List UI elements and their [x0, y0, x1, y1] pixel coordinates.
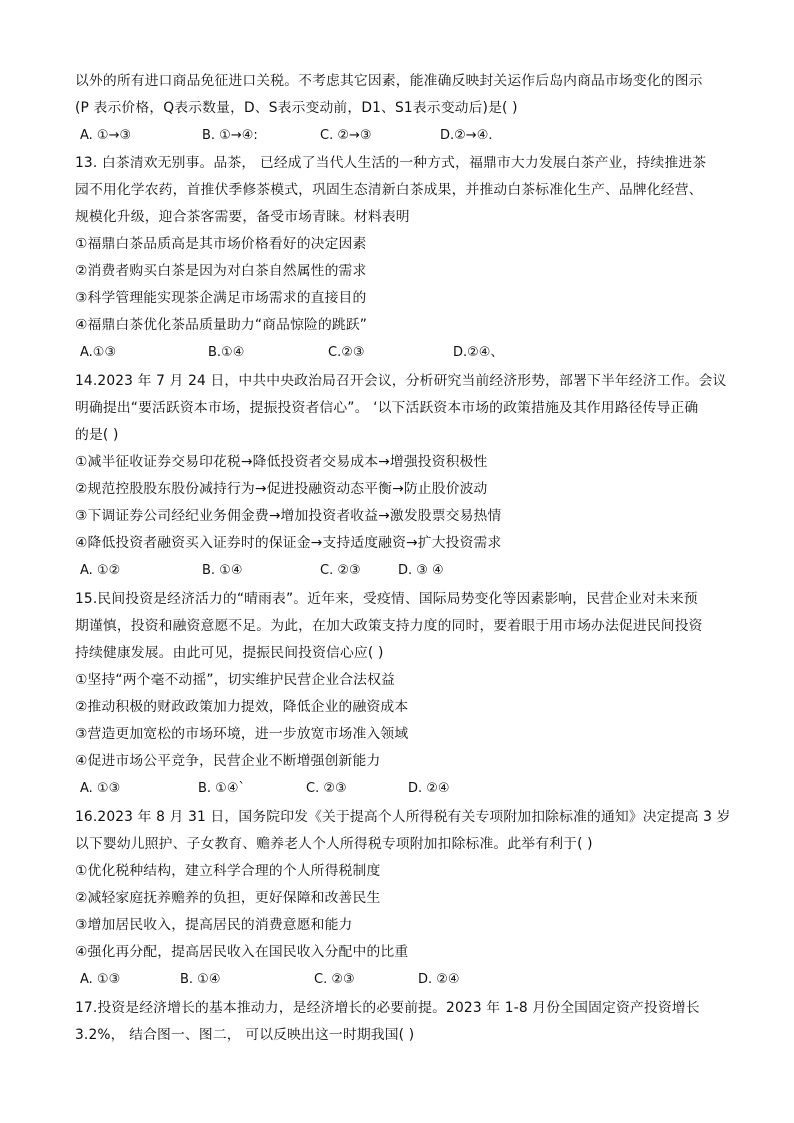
q16-option-d: D. ②④	[418, 972, 460, 987]
q14-stem-line-2: 明确提出“要活跃资本市场，提振投资者信心”。 ‘以下活跃资本市场的政策措施及其作用路径传导正确	[75, 400, 699, 416]
q13-stem-line-3: 规模化升级，迎合茶客需要，备受市场青睐。材料表明	[75, 209, 410, 225]
q12-options	[80, 126, 740, 146]
q13-option-c: C.②③	[328, 345, 365, 360]
q15-stem-line-2: 期谨慎，投资和融资意愿不足。为此，在加大政策支持力度的同时，要着眼于用市场办法促进民间投资	[75, 618, 703, 634]
q13-item-4: ④福鼎白茶优化茶品质量助力“商品惊险的跳跃”	[75, 317, 368, 333]
q14-item-4: ④降低投资者融资买入证券时的保证金→支持适度融资→扩大投资需求	[75, 535, 502, 551]
q12-option-a: A. ①→③	[80, 128, 132, 143]
q16-stem-line-2: 以下婴幼儿照护、子女教育、赡养老人个人所得税专项附加扣除标准。此举有利于( )	[75, 836, 593, 852]
q16-item-4: ④强化再分配，提高居民收入在国民收入分配中的比重	[75, 944, 409, 960]
q13-option-d: D.②④、	[453, 345, 504, 360]
q14-item-1: ①减半征收证券交易印花税→降低投资者交易成本→增强投资积极性	[75, 454, 488, 470]
q12-stem-line-1: 以外的所有进口商品免征进口关税。不考虑其它因素，能准确反映封关运作后岛内商品市场变化的图示	[75, 73, 703, 89]
q13-stem-line-1: 13. 白茶清欢无别事。品茶， 已经成了当代人生活的一种方式，福鼎市大力发展白茶产业，持续推进茶	[75, 155, 707, 171]
q12-option-d: D.②→④.	[440, 128, 493, 143]
q16-item-3: ③增加居民收入，提高居民的消费意愿和能力	[75, 917, 353, 933]
q14-options	[80, 561, 740, 581]
q14-option-d: D. ③ ④	[398, 563, 444, 578]
q14-stem-line-3: 的是( )	[75, 427, 119, 443]
q17-stem-line-1: 17.投资是经济增长的基本推动力，是经济增长的必要前提。2023 年 1-8 月份全国固定资产投资增长	[75, 1000, 700, 1016]
q13-option-b: B.①④	[208, 345, 245, 360]
q16-item-2: ②减轻家庭抚养赡养的负担，更好保障和改善民生	[75, 890, 381, 906]
q12-option-c: C. ②→③	[320, 128, 372, 143]
q15-item-2: ②推动积极的财政政策加力提效，降低企业的融资成本	[75, 699, 409, 715]
q15-stem-line-1: 15.民间投资是经济活力的“晴雨表”。近年来，受疫情、国际局势变化等因素影响，民营企业对未来预	[75, 591, 698, 607]
q16-option-a: A. ①③	[80, 972, 121, 987]
q13-stem-line-2: 园不用化学农药，首推伏季修茶模式，巩固生态清新白茶成果，并推动白茶标准化生产、品牌化经营、	[75, 182, 703, 198]
q12-stem-line-2: (P 表示价格，Q表示数量，D、S表示变动前，D1、S1表示变动后)是( )	[75, 100, 518, 116]
q14-option-b: B. ①④	[202, 563, 243, 578]
q12-option-b: B. ①→④:	[202, 128, 258, 143]
q15-option-d: D. ②④	[408, 781, 450, 796]
q16-stem-line-1: 16.2023 年 8 月 31 日，国务院印发《关于提高个人所得税有关专项附加扣除标准的通知》决定提高 3 岁	[75, 809, 731, 825]
q15-option-b: B. ①④`	[198, 781, 245, 796]
q16-option-c: C. ②③	[314, 972, 355, 987]
q17-stem-line-2: 3.2%， 结合图一、图二， 可以反映出这一时期我国( )	[75, 1027, 415, 1043]
q15-options	[80, 779, 740, 799]
q13-item-3: ③科学管理能实现茶企满足市场需求的直接目的	[75, 290, 367, 306]
q15-option-a: A. ①③	[80, 781, 121, 796]
q16-item-1: ①优化税种结构，建立科学合理的个人所得税制度	[75, 863, 381, 879]
q15-item-1: ①坚持“两个毫不动摇”，切实维护民营企业合法权益	[75, 672, 395, 688]
q13-option-a: A.①③	[80, 345, 117, 360]
q14-stem-line-1: 14.2023 年 7 月 24 日，中共中央政治局召开会议，分析研究当前经济形势，部署下半年经济工作。会议	[75, 373, 727, 389]
q15-stem-line-3: 持续健康发展。由此可见，提振民间投资信心应( )	[75, 645, 384, 661]
q14-item-2: ②规范控股股东股份减持行为→促进投融资动态平衡→防止股价波动	[75, 481, 488, 497]
q15-item-4: ④促进市场公平竞争，民营企业不断增强创新能力	[75, 753, 381, 769]
q16-options	[80, 970, 740, 990]
q15-item-3: ③营造更加宽松的市场环境，进一步放宽市场准入领域	[75, 726, 409, 742]
q13-item-1: ①福鼎白茶品质高是其市场价格看好的决定因素	[75, 236, 367, 252]
q16-option-b: B. ①④	[180, 972, 221, 987]
q14-option-a: A. ①②	[80, 563, 121, 578]
q13-options	[80, 343, 740, 363]
q14-option-c: C. ②③	[320, 563, 361, 578]
q13-item-2: ②消费者购买白茶是因为对白茶自然属性的需求	[75, 263, 367, 279]
q14-item-3: ③下调证券公司经纪业务佣金费→增加投资者收益→激发股票交易热情	[75, 508, 502, 524]
q15-option-c: C. ②③	[306, 781, 347, 796]
